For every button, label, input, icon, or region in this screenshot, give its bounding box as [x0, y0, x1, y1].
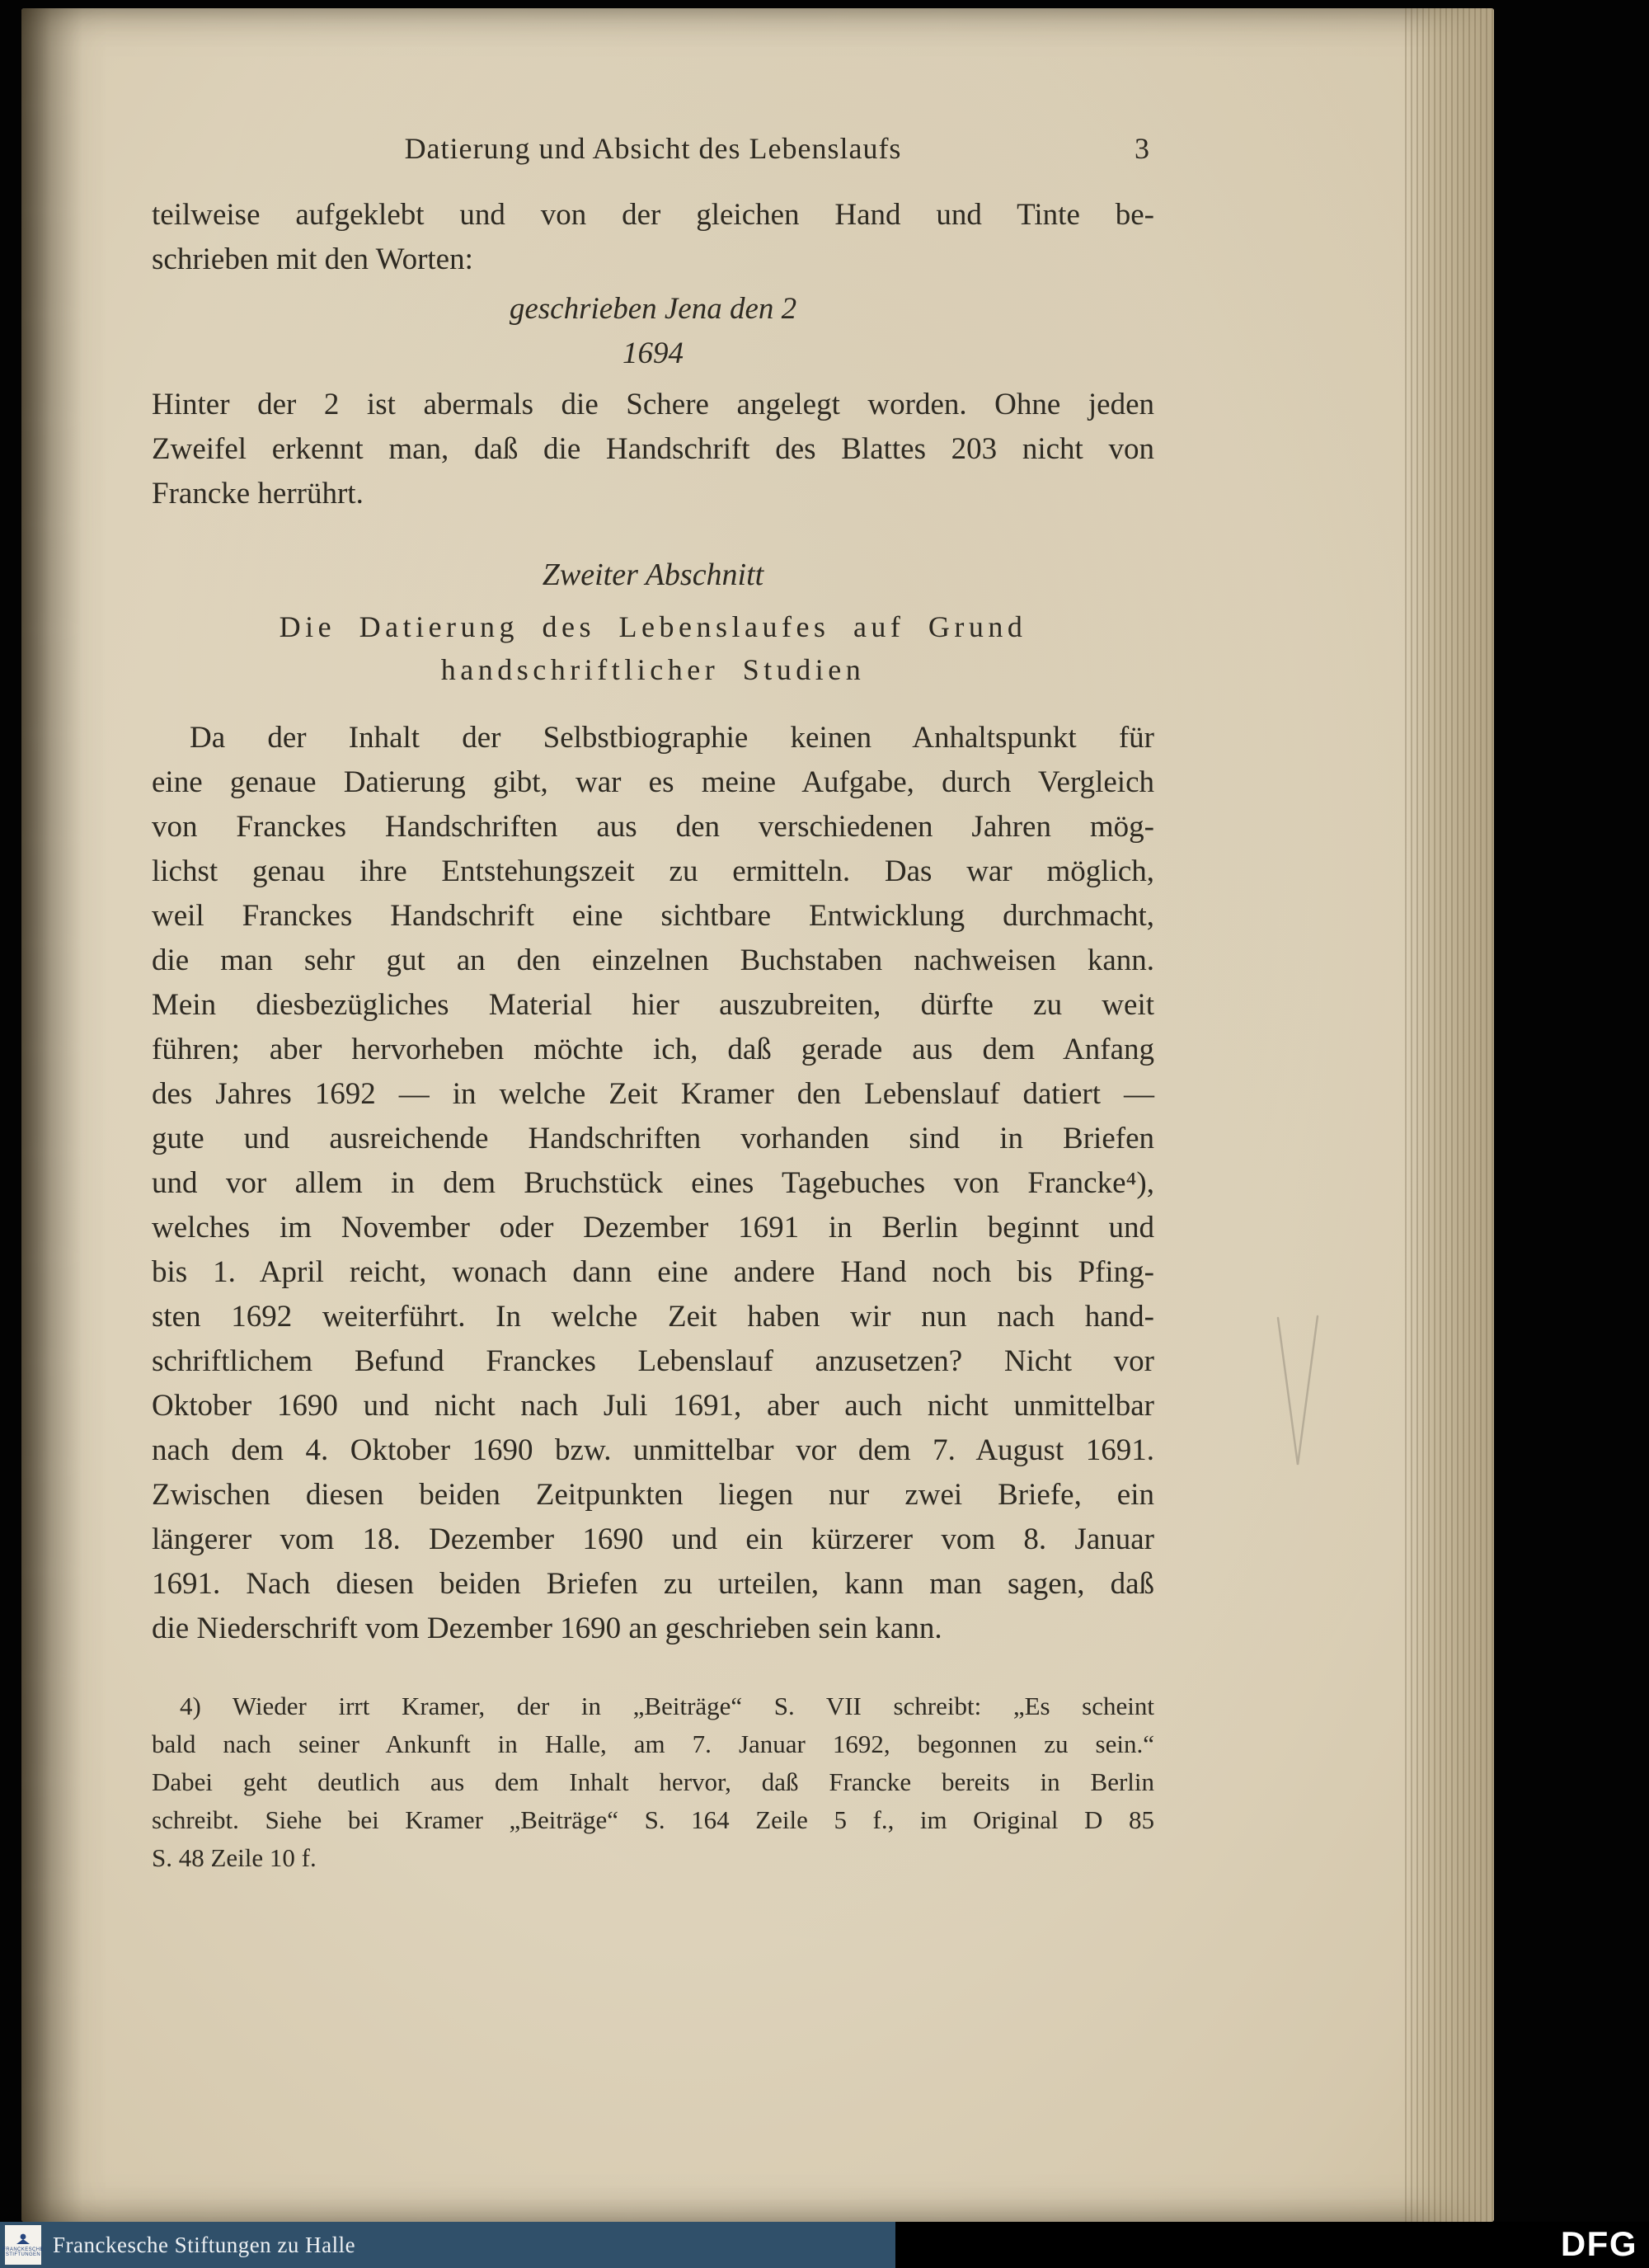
text-line: des Jahres 1692 — in welche Zeit Kramer den Lebenslauf datiert —	[152, 1077, 1154, 1111]
library-logo-caption: FRANCKESCHE STIFTUNGEN	[2, 2247, 44, 2257]
text-line: Dabei geht deutlich aus dem Inhalt hervor, daß Francke bereits in Berlin	[152, 1767, 1154, 1796]
text-line: und vor allem in dem Bruchstück eines Tagebuches von Francke⁴),	[152, 1166, 1154, 1200]
book-page	[21, 8, 1494, 2222]
text-line: sten 1692 weiterführt. In welche Zeit haben wir nun nach hand-	[152, 1300, 1154, 1334]
footnote	[152, 1687, 1154, 1877]
running-header-title: Datierung und Absicht des Lebenslaufs	[404, 132, 902, 165]
paragraph-intro	[152, 193, 1154, 282]
text-line: lichst genau ihre Entstehungszeit zu ermitteln. Das war möglich,	[152, 854, 1154, 888]
library-emblem-icon	[16, 2233, 31, 2246]
library-banner	[0, 2222, 895, 2268]
text-line: geschrieben Jena den 2	[509, 292, 797, 326]
text-line: schrieben mit den Worten:	[152, 242, 473, 276]
text-line: schriftlichem Befund Franckes Lebenslauf anzusetzen? Nicht vor	[152, 1344, 1154, 1378]
text-line: teilweise aufgeklebt und von der gleichen Hand und Tinte be-	[152, 198, 1154, 232]
text-line: die man sehr gut an den einzelnen Buchstaben nachweisen kann.	[152, 943, 1154, 977]
page-number: 3	[1135, 132, 1149, 165]
text-line: Da der Inhalt der Selbstbiographie keinen Anhaltspunkt für	[190, 721, 1154, 755]
text-line: nach dem 4. Oktober 1690 bzw. unmittelbar vor dem 7. August 1691.	[152, 1433, 1154, 1467]
text-line: Mein diesbezügliches Material hier auszubreiten, dürfte zu weit	[152, 988, 1154, 1022]
franckesche-stiftungen-logo	[2, 2225, 44, 2265]
text-line: eine genaue Datierung gibt, war es meine Aufgabe, durch Vergleich	[152, 765, 1154, 799]
scan-footer-bar	[0, 2222, 1649, 2268]
text-line: S. 48 Zeile 10 f.	[152, 1843, 317, 1872]
text-line: welches im November oder Dezember 1691 in Berlin beginnt und	[152, 1211, 1154, 1245]
text-line: Zwischen diesen beiden Zeitpunkten liegen nur zwei Briefe, ein	[152, 1478, 1154, 1512]
text-line: längerer vom 18. Dezember 1690 und ein kürzerer vom 8. Januar	[152, 1522, 1154, 1556]
text-line: gute und ausreichende Handschriften vorhanden sind in Briefen	[152, 1122, 1154, 1155]
library-name: Franckesche Stiftungen zu Halle	[53, 2232, 356, 2257]
text-line: führen; aber hervorheben möchte ich, daß gerade aus dem Anfang	[152, 1033, 1154, 1066]
text-line: die Niederschrift vom Dezember 1690 an geschrieben sein kann.	[152, 1612, 942, 1645]
gutter-shadow	[21, 8, 82, 2222]
text-line: handschriftlicher Studien	[440, 653, 866, 686]
text-line: weil Franckes Handschrift eine sichtbare Entwicklung durchmacht,	[152, 899, 1154, 933]
text-line: bis 1. April reicht, wonach dann eine andere Hand noch bis Pfing-	[152, 1255, 1154, 1289]
text-line: 4) Wieder irrt Kramer, der in „Beiträge“ S. VII schreibt: „Es scheint	[180, 1692, 1154, 1720]
paragraph-hinter	[152, 383, 1154, 516]
text-line: Hinter der 2 ist abermals die Schere angelegt worden. Ohne jeden	[152, 388, 1154, 421]
text-line: Oktober 1690 und nicht nach Juli 1691, aber auch nicht unmittelbar	[152, 1389, 1154, 1423]
text-line: bald nach seiner Ankunft in Halle, am 7. Januar 1692, begonnen zu sein.“	[152, 1729, 1154, 1758]
pencil-mark	[1270, 1311, 1344, 1476]
text-line: 1691. Nach diesen beiden Briefen zu urteilen, kann man sagen, daß	[152, 1567, 1154, 1601]
dfg-logo: DFG	[1560, 2224, 1637, 2263]
text-line: 1694	[622, 336, 684, 370]
paragraph-main	[152, 716, 1154, 1651]
quote-block	[152, 287, 1154, 376]
running-header	[152, 130, 1154, 168]
text-line: Die Datierung des Lebenslaufes auf Grund	[279, 610, 1027, 643]
text-column	[152, 8, 1154, 1877]
section-title	[152, 605, 1154, 691]
text-line: von Franckes Handschriften aus den verschiedenen Jahren mög-	[152, 810, 1154, 844]
text-line: schreibt. Siehe bei Kramer „Beiträge“ S. 164 Zeile 5 f., im Original D 85	[152, 1805, 1154, 1834]
page-stack-fore-edge	[1405, 8, 1494, 2222]
section-kicker: Zweiter Abschnitt	[542, 558, 764, 592]
text-line: Francke herrührt.	[152, 477, 364, 511]
text-line: Zweifel erkennt man, daß die Handschrift des Blattes 203 nicht von	[152, 432, 1154, 466]
